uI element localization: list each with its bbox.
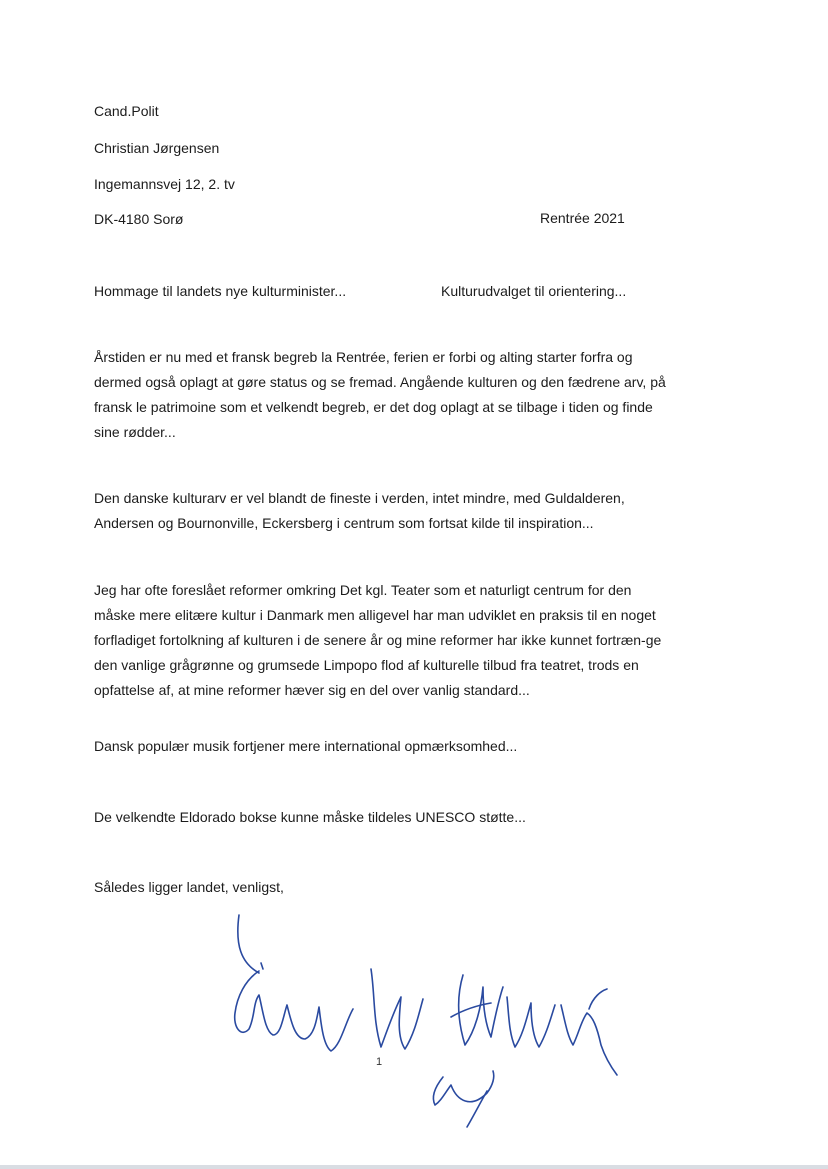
- page-number: 1: [376, 1056, 383, 1068]
- signature-stroke: [261, 963, 263, 969]
- signature-stroke: [235, 971, 353, 1051]
- subject-right: Kulturudvalget til orientering...: [441, 283, 627, 299]
- signature-stroke: [433, 1071, 493, 1105]
- paragraph-1: Årstiden er nu med et fransk begreb la Rentrée, ferien er forbi og alting starter forfra og dermed også oplagt at gøre status og se fremad. Angående kulturen og den fædrene arv, på fransk le patrimoine som et velkendt begreb, er det dog oplagt at se tilbage i tiden og finde sine rødder...: [94, 349, 666, 440]
- paragraph-3: Jeg har ofte foreslået reformer omkring Det kgl. Teater som et naturligt centrum for den måske mere elitære kultur i Danmark men alligevel har man udviklet en praksis til en noget forfladiget fortolkning af kulturen i de senere år og mine reformer har ikke kunnet fortræn-ge den vanlige grågrønne og grumsede Limpopo flod af kulturelle tilbud fra teatret, trods en opfattelse af, at mine reformer hæver sig en del over vanlig standard...: [94, 582, 662, 698]
- signature-stroke: [507, 997, 555, 1047]
- signature-stroke: [589, 989, 607, 1009]
- sender-name: Christian Jørgensen: [94, 140, 220, 156]
- date-line: Rentrée 2021: [540, 210, 625, 226]
- sender-degree: Cand.Polit: [94, 103, 159, 119]
- sender-street: Ingemannsvej 12, 2. tv: [94, 176, 235, 192]
- paragraph-5: De velkendte Eldorado bokse kunne måske tildeles UNESCO støtte...: [94, 809, 526, 825]
- signature-stroke: [467, 1091, 487, 1127]
- signature-stroke: [238, 915, 259, 973]
- scan-edge-divider: [0, 1165, 828, 1169]
- sender-city: DK-4180 Sorø: [94, 211, 184, 227]
- handwritten-signature: [225, 905, 645, 1135]
- closing-line: Således ligger landet, venligst,: [94, 879, 284, 895]
- signature-stroke: [561, 1005, 617, 1075]
- paragraph-2: Den danske kulturarv er vel blandt de fineste i verden, intet mindre, med Guldalderen, Andersen og Bournonville, Eckersberg i centrum som fortsat kilde til inspiration...: [94, 490, 625, 531]
- paragraph-4: Dansk populær musik fortjener mere international opmærksomhed...: [94, 738, 518, 754]
- subject-left: Hommage til landets nye kulturminister...: [94, 283, 347, 299]
- signature-stroke: [371, 969, 423, 1049]
